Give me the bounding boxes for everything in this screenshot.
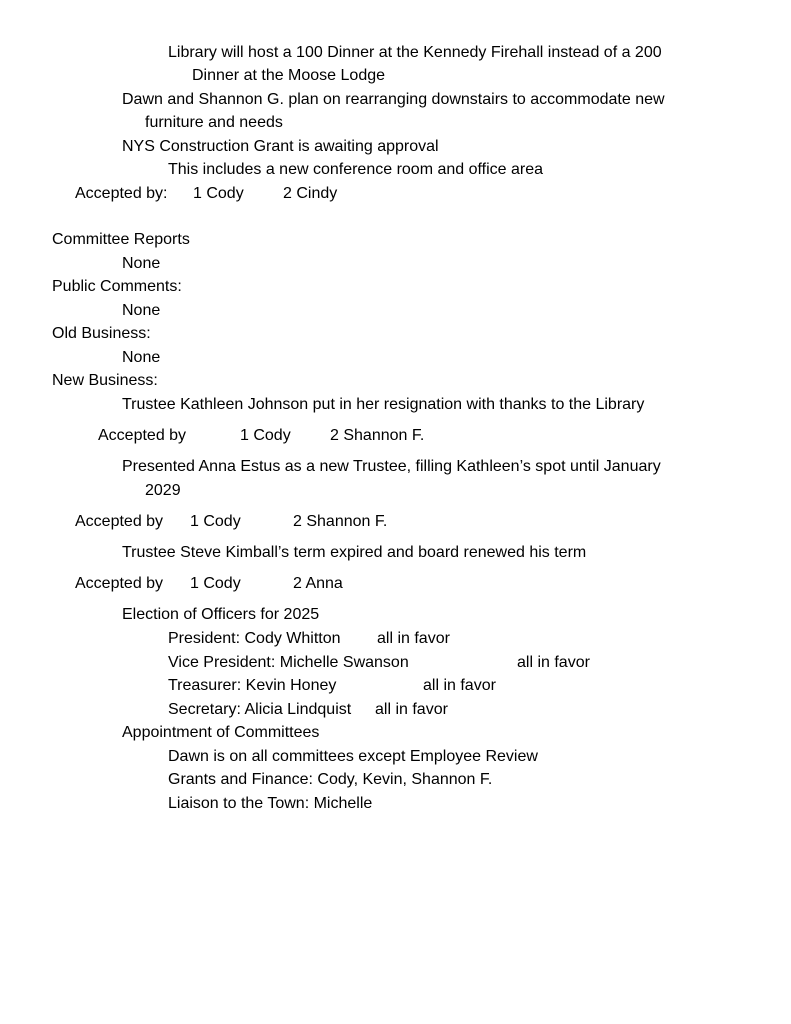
text-segment: President: Cody Whitton bbox=[168, 630, 341, 647]
document-line bbox=[0, 135, 791, 158]
document-line bbox=[0, 768, 791, 791]
text-segment: Accepted by bbox=[98, 427, 187, 444]
text-segment: all in favor bbox=[377, 630, 450, 647]
text-segment: Treasurer: Kevin Honey bbox=[168, 677, 337, 694]
text-segment: Old Business: bbox=[52, 325, 151, 342]
document-line bbox=[0, 41, 791, 64]
text-segment: furniture and needs bbox=[145, 114, 283, 131]
document-line bbox=[0, 88, 791, 111]
text-segment: This includes a new conference room and office area bbox=[168, 161, 544, 178]
text-segment: 2 Shannon F. bbox=[330, 427, 425, 444]
document-line bbox=[0, 479, 791, 502]
text-segment: Library will host a 100 Dinner at the Kennedy Firehall instead of a 200 bbox=[168, 44, 662, 61]
text-segment: Trustee Kathleen Johnson put in her resignation with thanks to the Library bbox=[122, 396, 645, 413]
document-line bbox=[0, 369, 791, 392]
text-segment: Secretary: Alicia Lindquist bbox=[168, 701, 352, 718]
text-segment: all in favor bbox=[517, 654, 590, 671]
text-segment: 2 Shannon F. bbox=[293, 513, 388, 530]
document-line bbox=[0, 111, 791, 134]
document-line bbox=[0, 455, 791, 478]
text-segment: 2 Cindy bbox=[283, 185, 338, 202]
document-line bbox=[0, 346, 791, 369]
text-segment: Vice President: Michelle Swanson bbox=[168, 654, 409, 671]
document-line bbox=[0, 322, 791, 345]
text-segment: Trustee Steve Kimball’s term expired and board renewed his term bbox=[122, 544, 587, 561]
text-segment: all in favor bbox=[375, 701, 448, 718]
text-segment: all in favor bbox=[423, 677, 496, 694]
document-line bbox=[0, 698, 791, 721]
document-line bbox=[0, 651, 791, 674]
text-segment: Dawn is on all committees except Employee Review bbox=[168, 748, 538, 765]
text-segment: Presented Anna Estus as a new Trustee, filling Kathleen’s spot until January bbox=[122, 458, 661, 475]
document-line bbox=[0, 299, 791, 322]
text-segment: Accepted by bbox=[75, 513, 164, 530]
document-line bbox=[0, 393, 791, 416]
text-segment: Public Comments: bbox=[52, 278, 182, 295]
text-segment: Election of Officers for 2025 bbox=[122, 606, 320, 623]
text-segment: New Business: bbox=[52, 372, 158, 389]
text-segment: 2029 bbox=[145, 482, 181, 499]
text-segment: 1 Cody bbox=[190, 575, 241, 592]
text-segment: NYS Construction Grant is awaiting approval bbox=[122, 138, 439, 155]
text-segment: None bbox=[122, 255, 161, 272]
text-segment: Liaison to the Town: Michelle bbox=[168, 795, 373, 812]
document-line bbox=[0, 721, 791, 744]
document-line bbox=[0, 572, 791, 595]
text-segment: Committee Reports bbox=[52, 231, 190, 248]
text-segment: Dawn and Shannon G. plan on rearranging downstairs to accommodate new bbox=[122, 91, 665, 108]
document-line bbox=[0, 228, 791, 251]
document-line bbox=[0, 745, 791, 768]
document-line bbox=[0, 541, 791, 564]
text-segment: Accepted by bbox=[75, 575, 164, 592]
text-segment: Grants and Finance: Cody, Kevin, Shannon F. bbox=[168, 771, 493, 788]
document-line bbox=[0, 182, 791, 205]
document-line bbox=[0, 424, 791, 447]
text-segment: Accepted by: bbox=[75, 185, 168, 202]
text-segment: Appointment of Committees bbox=[122, 724, 320, 741]
document-line bbox=[0, 627, 791, 650]
text-segment: 1 Cody bbox=[240, 427, 291, 444]
text-segment: 1 Cody bbox=[193, 185, 244, 202]
document-line bbox=[0, 64, 791, 87]
text-segment: None bbox=[122, 302, 161, 319]
text-segment: 1 Cody bbox=[190, 513, 241, 530]
document-line bbox=[0, 275, 791, 298]
text-segment: 2 Anna bbox=[293, 575, 343, 592]
document-line bbox=[0, 510, 791, 533]
document-line bbox=[0, 158, 791, 181]
document-line bbox=[0, 252, 791, 275]
document-line bbox=[0, 603, 791, 626]
text-segment: None bbox=[122, 349, 161, 366]
document-line bbox=[0, 792, 791, 815]
document-line bbox=[0, 674, 791, 697]
text-segment: Dinner at the Moose Lodge bbox=[192, 67, 386, 84]
